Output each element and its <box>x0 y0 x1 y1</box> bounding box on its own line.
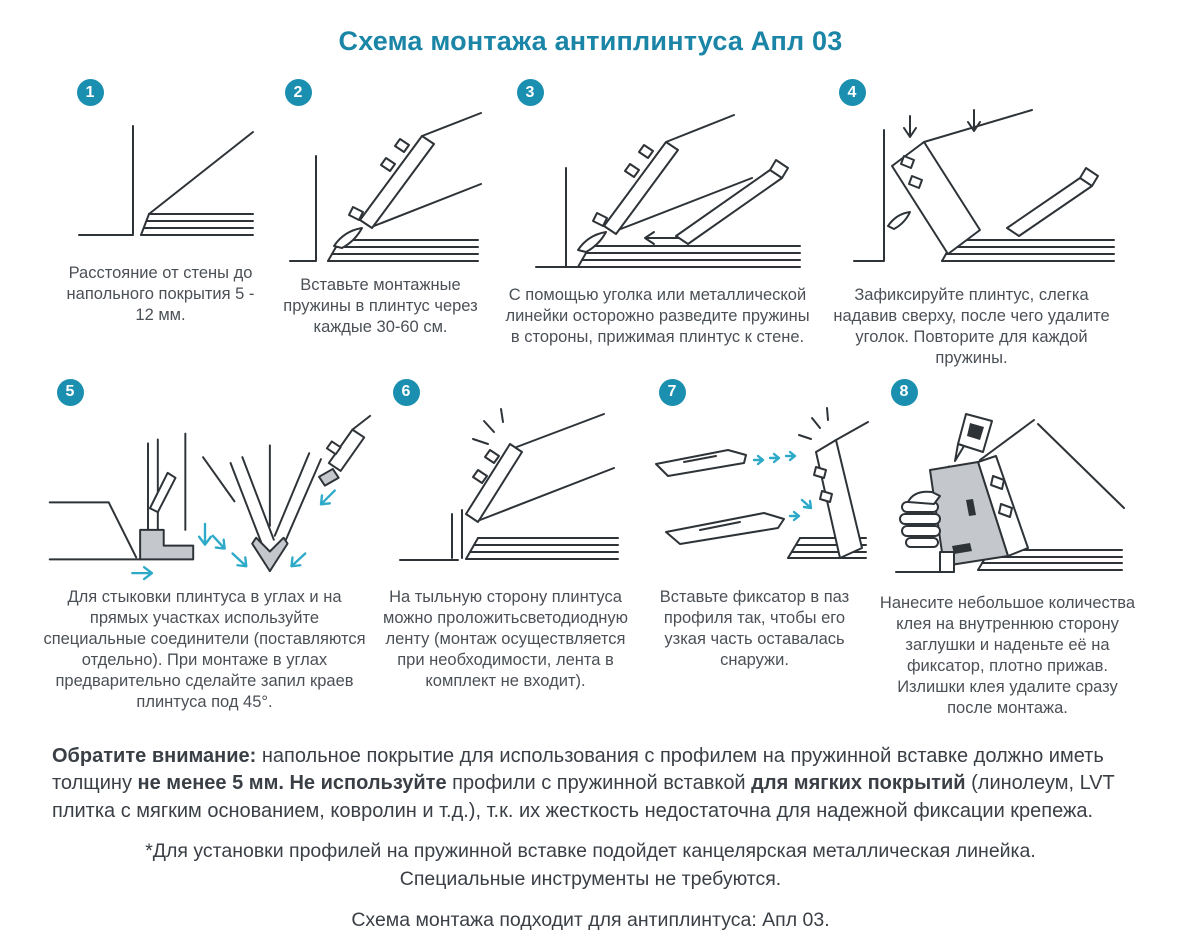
step-7 <box>639 379 871 671</box>
step-5-diagram <box>37 408 373 580</box>
step-2-diagram <box>265 108 497 268</box>
step-5 <box>37 379 373 713</box>
step-6-caption: На тыльную сторону плинтуса можно проложитьсветодиодную ленту (монтаж осуществляется при необходимости, лента в комплект не входит). <box>382 587 629 690</box>
step-1-number-badge <box>77 79 104 106</box>
attention-label: Обратите внимание: <box>52 744 257 767</box>
step-8-diagram <box>871 408 1145 586</box>
steps-row-1 <box>0 79 1181 369</box>
step-7-diagram <box>639 408 871 580</box>
teal-arrow-downright-icon <box>212 536 224 549</box>
step-number: 5 <box>65 383 75 401</box>
attention-note: Обратите внимание: напольное покрытие для использования с профилем на пружинной вставке должно иметь толщину не менее 5 мм. Не используйте профили с пружинной вставкой для мягких покрытий (линолеум, LVT плитка с мягким основанием, ковролин и т.д.), т.к. их жесткость недостаточна для надежной фиксации крепежа. <box>52 744 1115 822</box>
metal-ruler-icon <box>1007 168 1098 236</box>
step-number: 4 <box>847 83 857 101</box>
step-5-number-badge <box>57 379 84 406</box>
press-fix-drawing <box>822 108 1122 278</box>
teal-arrow-downright-icon <box>802 500 811 508</box>
ruler-spread-drawing <box>508 108 808 278</box>
step-8-number-badge <box>891 379 918 406</box>
step-6-diagram <box>373 408 639 580</box>
teal-arrow-downright-icon <box>232 553 246 566</box>
step-4-caption: Зафиксируйте плинтус, слегка надавив сверху, после чего удалите уголок. Повторите для каждой пружины. <box>833 286 1110 367</box>
step-4-number-badge <box>839 79 866 106</box>
step-number: 2 <box>293 83 303 101</box>
step-1-caption: Расстояние от стены до напольного покрытия 5 - 12 мм. <box>66 264 255 324</box>
step-7-number-badge <box>659 379 686 406</box>
mounting-spring-icon <box>349 207 363 220</box>
step-7-caption: Вставьте фиксатор в паз профиля так, чтобы его узкая часть оставалась снаружи. <box>659 587 850 669</box>
teal-arrow-right-icon <box>790 512 799 520</box>
corner-connector-drawing <box>37 408 373 580</box>
step-8-caption: Нанесите небольшое количества клея на внутреннюю сторону заглушки и наденьте её на фиксатор, плотно прижав. Излишки клея удалите сразу после монтажа. <box>879 593 1136 717</box>
step-5-caption: Для стыковки плинтуса в углах и на прямых участках используйте специальные соединители (поставляются отдельно). При монтаже в углах предварительно сделайте запил краев плинтуса под 45°. <box>43 587 366 711</box>
step-3-caption: С помощью уголка или металлической линейки осторожно разведите пружины в стороны, прижимая плинтус к стене. <box>505 286 810 346</box>
step-8 <box>871 379 1145 719</box>
led-rays-icon <box>799 408 828 439</box>
glue-cap-drawing <box>878 408 1138 586</box>
step-1 <box>57 79 265 326</box>
step-6-number-badge <box>393 379 420 406</box>
fixator-icon <box>666 513 784 544</box>
tools-footnote: *Для установки профилей на пружинной вставке подойдет канцелярская металлическая линейка. Специальные инструменты не требуются. <box>145 840 1036 890</box>
teal-arrow-right-icon <box>132 567 152 579</box>
step-3-diagram <box>497 108 819 278</box>
teal-arrow-down-icon <box>199 524 211 545</box>
step-2-caption: Вставьте монтажные пружины в плинтус через каждые 30-60 см. <box>283 276 478 336</box>
fixator-insert-drawing <box>640 408 870 580</box>
wall-floor-gap-drawing <box>61 108 261 256</box>
steps-row-2 <box>0 379 1181 719</box>
step-number: 8 <box>899 383 909 401</box>
step-6 <box>373 379 639 692</box>
hand-icon <box>900 492 940 547</box>
corner-connector-icon <box>252 538 287 571</box>
page-title: Схема монтажа антиплинтуса Апл 03 <box>338 26 843 56</box>
step-4-diagram <box>819 108 1125 278</box>
compatibility-note: Схема монтажа подходит для антиплинтуса: Апл 03. <box>351 908 830 931</box>
step-1-diagram <box>57 108 265 256</box>
arrow-down-icon <box>904 116 916 137</box>
step-number: 7 <box>667 383 677 401</box>
step-number: 3 <box>525 83 535 101</box>
teal-arrow-right-icon <box>754 456 763 464</box>
step-4 <box>819 79 1125 369</box>
step-2 <box>265 79 497 338</box>
teal-arrow-downleft-icon <box>291 553 305 566</box>
spring-insert-drawing <box>276 108 486 268</box>
teal-arrow-right-icon <box>786 452 795 460</box>
teal-arrow-downleft-icon <box>320 490 334 504</box>
fixator-icon <box>656 450 746 476</box>
teal-arrow-right-icon <box>770 454 779 462</box>
step-3 <box>497 79 819 348</box>
notes-section <box>52 743 1129 932</box>
led-rays-icon <box>473 409 503 444</box>
arrow-left-icon <box>645 232 678 244</box>
step-number: 6 <box>401 383 411 401</box>
step-2-number-badge <box>285 79 312 106</box>
step-3-number-badge <box>517 79 544 106</box>
step-number: 1 <box>85 83 95 101</box>
straight-connector-icon <box>140 530 193 559</box>
led-strip-drawing <box>386 408 626 580</box>
